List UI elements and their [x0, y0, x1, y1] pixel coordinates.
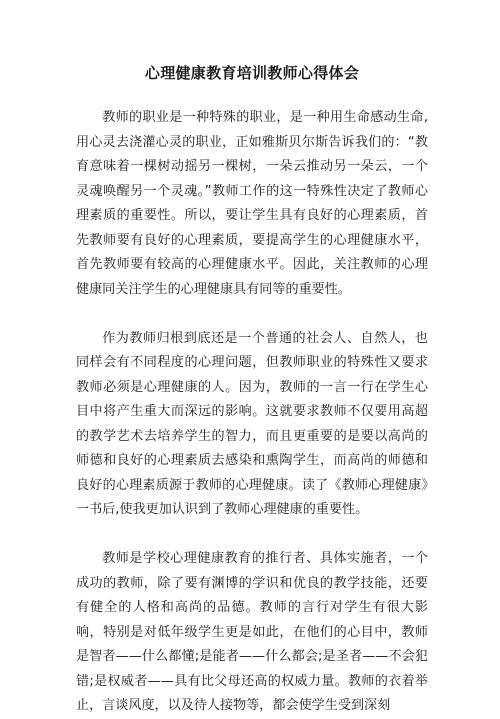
- paragraph-1: 教师的职业是一种特殊的职业，是一种用生命感动生命,用心灵去浇灌心灵的职业，正如雅斯贝尔斯告诉我们的：“教育意味着一棵树动摇另一棵树，一朵云推动另一朵云，一个灵魂唤醒另一个灵魂。”教师工作的这一特殊性决定了教师心理素质的重要性。所以，要让学生具有良好的心理素质，首先教师要有良好的心理素质，要提高学生的心理健康水平，首先教师要有较高的心理健康水平。因此，关注教师的心理健康同关注学生的心理健康具有同等的重要性。: [76, 110, 428, 297]
- paragraph-3: 教师是学校心理健康教育的推行者、具体实施者，一个成功的教师，除了要有渊博的学识和优良的教学技能，还要有健全的人格和高尚的品德。教师的言行对学生有很大影响，特别是对低年级学生更是如此，在他们的心目中，教师是智者——什么都懂;是能者——什么都会;是圣者——不会犯错;是权威者——具有比父母还高的权威力量。教师的衣着举止，言谈风度，以及待人接物等，都会使学生受到深刻: [76, 551, 428, 713]
- document-title: 心理健康教育培训教师心得体会: [144, 64, 360, 82]
- paragraph-2: 作为教师归根到底还是一个普通的社会人、自然人，也同样会有不同程度的心理问题，但教师职业的特殊性又要求教师必须是心理健康的人。因为，教师的一言一行在学生心目中将产生重大而深远的影响。这就要求教师不仅要用高超的教学艺术去培养学生的智力，而且更重要的是要以高尚的师德和良好的心理素质去感染和熏陶学生，而高尚的师德和良好的心理素质源于教师的心理健康。读了《教师心理健康》一书后,使我更加认识到了教师心理健康的重要性。: [76, 330, 428, 517]
